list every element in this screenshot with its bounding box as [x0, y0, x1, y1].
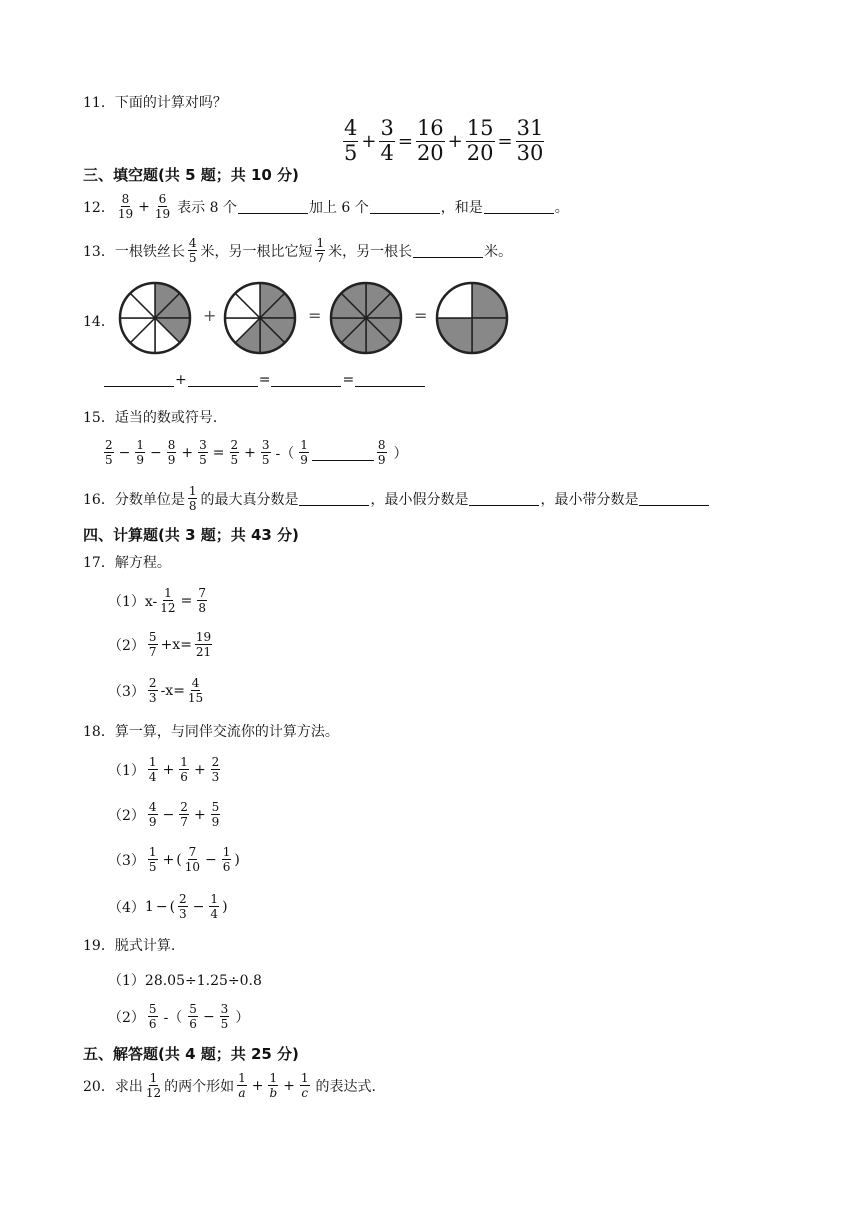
blank[interactable]	[413, 244, 483, 258]
q18-1: （1） $\frac{1}{4}$ + $\frac{1}{6}$ + $\frac{2}{3}$	[108, 755, 220, 784]
q11-text: 11．下面的计算对吗？	[83, 95, 227, 111]
blank[interactable]	[104, 373, 174, 387]
q14-num: 14．	[83, 314, 115, 330]
q17-3: （3） $\frac{2}{3}$ -x= $\frac{4}{15}$	[108, 676, 204, 705]
blank[interactable]	[355, 373, 425, 387]
blank[interactable]	[271, 373, 341, 387]
q18-2: （2） $\frac{4}{9}$ − $\frac{2}{7}$ + $\frac{5}{9}$	[108, 800, 220, 829]
pie-3	[328, 280, 404, 356]
section-5-title: 五、解答题(共 4 题；共 25 分)	[83, 1045, 299, 1063]
equals-sign: =	[414, 306, 428, 325]
q13: 13． 一根铁丝长 $\frac{4}{5}$ 米，另一根比它短 $\frac{1}{7}$ 米，另一根长 米。	[83, 236, 513, 265]
q19-1: （1）28.05÷1.25÷0.8	[108, 973, 262, 989]
blank[interactable]	[469, 492, 539, 506]
q18-3: （3） $\frac{1}{5}$ + ( $\frac{7}{10}$ − $\frac{1}{6}$ )	[108, 845, 240, 874]
q18-4: （4） 1 − ( $\frac{2}{3}$ − $\frac{1}{4}$ )	[108, 892, 228, 921]
section-4-title: 四、计算题(共 3 题；共 43 分)	[83, 526, 299, 544]
q17-text: 17．解方程。	[83, 555, 171, 571]
blank[interactable]	[238, 200, 308, 214]
q18-text: 18．算一算，与同伴交流你的计算方法。	[83, 724, 339, 740]
equals-sign: =	[308, 306, 322, 325]
q14-blanks: + = =	[103, 372, 426, 388]
pie-2	[222, 280, 298, 356]
q15-equation: $\frac{2}{5}$ − $\frac{1}{9}$ − $\frac{8}{9}$ + $\frac{3}{5}$ = $\frac{2}{5}$ + $\frac{3}{5}$ -（ $\frac{1}{9}$ $\frac{8}{9}$ ）	[105, 438, 408, 467]
blank[interactable]	[370, 200, 440, 214]
pie-4	[434, 280, 510, 356]
q19-text: 19．脱式计算.	[83, 938, 176, 954]
q20: 20．求出 $\frac{1}{12}$ 的两个形如 $\frac{1}{a}$ + $\frac{1}{b}$ + $\frac{1}{c}$ 的表达式.	[83, 1071, 376, 1100]
section-3-title: 三、填空题(共 5 题；共 10 分)	[83, 166, 299, 184]
q15-text: 15．适当的数或符号．	[83, 410, 227, 426]
blank[interactable]	[639, 492, 709, 506]
plus-sign: +	[203, 306, 217, 325]
blank[interactable]	[312, 460, 374, 461]
q11-equation: $\frac{4}{5}$ + $\frac{3}{4}$ = $\frac{16}{20}$ + $\frac{15}{20}$ = $\frac{31}{30}$	[344, 116, 544, 165]
q17-2: （2） $\frac{5}{7}$ +x= $\frac{19}{21}$	[108, 630, 212, 659]
q19-2: （2） $\frac{5}{6}$ -（ $\frac{5}{6}$ − $\frac{3}{5}$ ）	[108, 1002, 250, 1031]
pie-1	[117, 280, 193, 356]
blank[interactable]	[299, 492, 369, 506]
q16: 16．分数单位是 $\frac{1}{8}$ 的最大真分数是 ，最小假分数是 ，最小带分数是	[83, 485, 710, 512]
q12: 12． $\frac{8}{19}$ + $\frac{6}{19}$ 表示 8 个 加上 6 个 ，和是 。	[83, 192, 569, 221]
blank[interactable]	[188, 373, 258, 387]
blank[interactable]	[484, 200, 554, 214]
q17-1: （1）x- $\frac{1}{12}$ = $\frac{7}{8}$	[108, 586, 206, 615]
